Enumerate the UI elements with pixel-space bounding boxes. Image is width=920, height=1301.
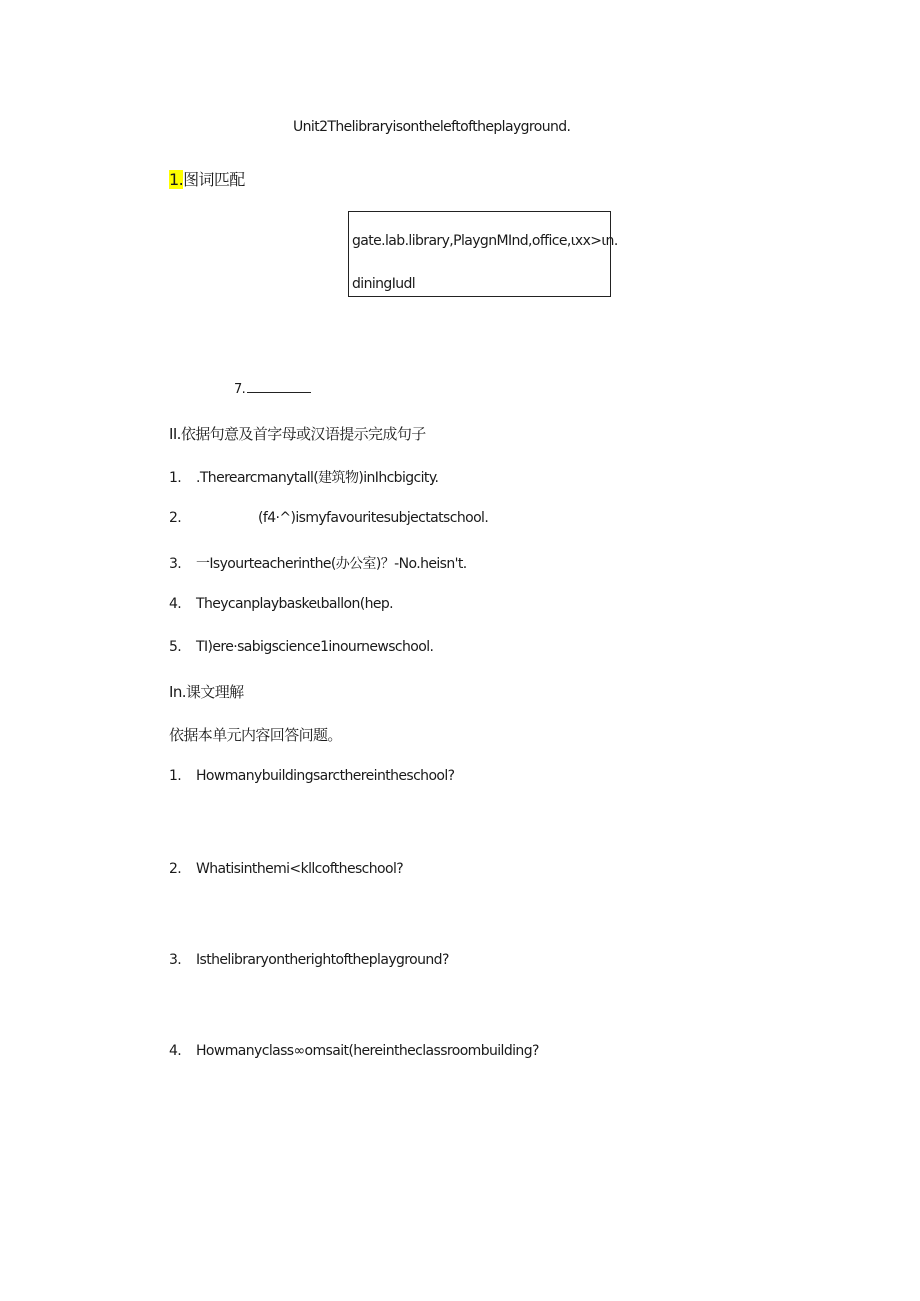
item-text: .Therearcmanytall(建筑物)inIhcbigcity. <box>196 470 439 486</box>
section-2-item <box>169 510 488 526</box>
page-title: Unit2Thelibraryisontheleftoftheplayground. <box>293 119 571 135</box>
word-bank-box <box>348 211 618 297</box>
question-item <box>169 861 403 877</box>
question-item <box>169 1043 539 1059</box>
item-7 <box>234 380 311 397</box>
section-1-label: 图词匹配 <box>183 170 245 189</box>
section-1-number: 1. <box>169 170 184 189</box>
item-number: 4. <box>169 596 182 612</box>
item-text: TI)ere·sabigscience1inournewschool. <box>196 639 434 655</box>
section-2-item <box>169 639 433 655</box>
section-2-item <box>169 467 438 487</box>
item-number: 3. <box>169 556 182 572</box>
question-item <box>169 952 449 968</box>
word-bank-line-2: diningIudl <box>352 276 416 292</box>
item-7-label: 7. <box>234 382 246 397</box>
section-3-heading: In.课文理解 <box>169 683 244 701</box>
item-text: (f4·^)ismyfavouritesubjectatschool. <box>258 510 489 526</box>
answer-blank[interactable] <box>247 380 311 393</box>
item-number: 2. <box>169 510 182 526</box>
section-2-heading: II.依据句意及首字母或汉语提示完成句子 <box>169 425 426 443</box>
question-item <box>169 768 455 784</box>
item-text: Theycanplaybaskeιballon(hep. <box>196 596 394 612</box>
section-2-item <box>169 596 393 612</box>
item-number: 1. <box>169 768 182 784</box>
item-text: Isthelibraryontherightoftheplayground? <box>196 952 449 968</box>
item-number: 4. <box>169 1043 182 1059</box>
item-number: 5. <box>169 639 182 655</box>
section-3-instruction: 依据本单元内容回答问题。 <box>169 726 342 744</box>
item-text: Howmanyclass∞omsait(hereintheclassroombuilding? <box>196 1043 539 1059</box>
item-number: 1. <box>169 470 182 486</box>
section-1-heading <box>169 167 245 190</box>
item-text: Whatisinthemi<kllcoftheschool? <box>196 861 404 877</box>
item-text: 一Isyourteacherinthe(办公室)？-No.heisn't. <box>196 556 467 572</box>
word-bank-line-1: gate.lab.library,PlaygnMInd,office,ιxx>ιn. <box>352 233 618 249</box>
item-number: 2. <box>169 861 182 877</box>
section-2-item <box>169 553 467 573</box>
item-text: Howmanybuildingsarcthereintheschool? <box>196 768 455 784</box>
item-number: 3. <box>169 952 182 968</box>
